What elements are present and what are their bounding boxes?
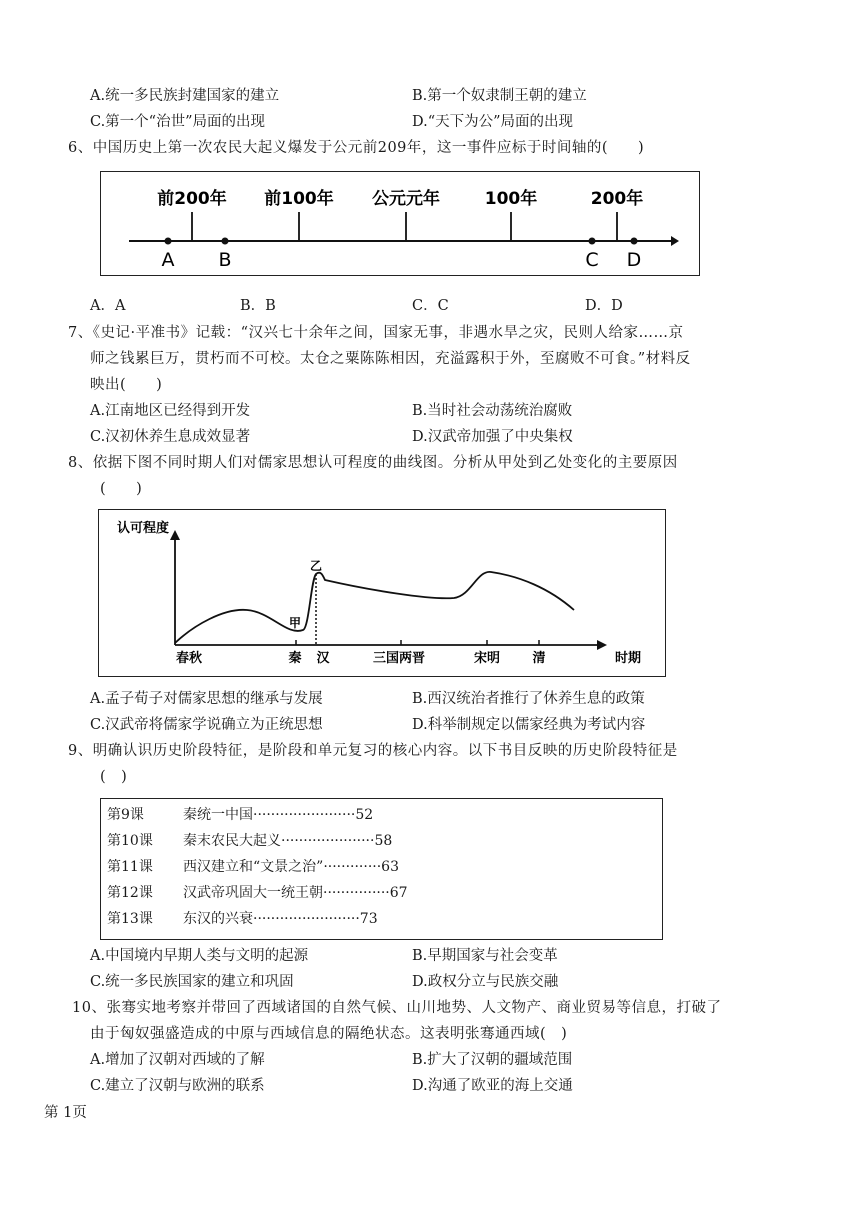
q5-option-c: C.第一个“治世”局面的出现	[90, 114, 266, 130]
q10-option-b: B.扩大了汉朝的疆域范围	[412, 1052, 573, 1068]
timeline-figure	[101, 172, 698, 274]
x-tick-label: 秦	[288, 651, 302, 666]
tick-label: 200年	[590, 189, 644, 209]
q8-chart-box	[98, 509, 666, 677]
q9-stem-line1: 9、明确认识历史阶段特征，是阶段和单元复习的核心内容。以下书目反映的历史阶段特征是	[68, 743, 678, 759]
q10-option-c: C.建立了汉朝与欧洲的联系	[90, 1078, 265, 1094]
q7-option-b: B.当时社会动荡统治腐败	[412, 403, 573, 419]
point-jia-label: 甲	[289, 616, 302, 630]
q7-option-c: C.汉初休养生息成效显著	[90, 429, 251, 445]
toc-row	[107, 883, 647, 903]
tick-label: 公元元年	[372, 189, 440, 209]
toc-lesson-number: 第9课	[107, 807, 144, 823]
x-tick-label: 清	[532, 651, 546, 666]
toc-row	[107, 831, 647, 851]
q7-option-d: D.汉武帝加强了中央集权	[412, 429, 573, 445]
q9-toc-box	[100, 798, 663, 940]
q5-option-a: A.统一多民族封建国家的建立	[90, 88, 280, 104]
toc-lesson-number: 第12课	[107, 885, 153, 901]
toc-lesson-title: 汉武帝巩固大一统王朝···············67	[183, 885, 408, 901]
q8-option-a: A.孟子荀子对儒家思想的继承与发展	[90, 691, 323, 707]
point-c-dot	[589, 238, 596, 245]
toc-lesson-title: 西汉建立和“文景之治”·············63	[183, 859, 399, 875]
q10-stem-line2: 由于匈奴强盛造成的中原与西域信息的隔绝状态。这表明张骞通西域( )	[90, 1026, 568, 1042]
q7-stem-line2: 师之钱累巨万，贯朽而不可校。太仓之粟陈陈相因，充溢露积于外，至腐败不可食。”材料反	[90, 351, 691, 367]
q8-option-c: C.汉武帝将儒家学说确立为正统思想	[90, 717, 323, 733]
q9-option-a: A.中国境内早期人类与文明的起源	[90, 948, 309, 964]
q7-option-a: A.江南地区已经得到开发	[90, 403, 251, 419]
q7-stem-line1: 7、《史记·平准书》记载：“汉兴七十余年之间，国家无事，非遇水旱之灾，民则人给家……京	[68, 325, 684, 341]
q10-stem-line1: 10、张骞实地考察并带回了西域诸国的自然气候、山川地势、人文物产、商业贸易等信息，打破了	[72, 1000, 722, 1016]
x-axis-label: 时期	[615, 651, 642, 666]
approval-curve-chart	[99, 510, 664, 675]
toc-lesson-title: 秦末农民大起义·····················58	[183, 833, 393, 849]
point-d-dot	[631, 238, 638, 245]
q6-option-c: C．C	[412, 298, 449, 314]
tick-label: 前100年	[264, 189, 334, 209]
q5-option-d: D.“天下为公”局面的出现	[412, 114, 574, 130]
toc-row	[107, 909, 647, 929]
q6-timeline-box	[100, 171, 700, 276]
x-tick-label: 春秋	[175, 651, 203, 666]
approval-curve	[175, 572, 574, 643]
q5-option-b: B.第一个奴隶制王朝的建立	[412, 88, 587, 104]
point-b-dot	[222, 238, 229, 245]
point-b-label: B	[218, 249, 232, 271]
toc-lesson-number: 第10课	[107, 833, 153, 849]
toc-lesson-number: 第11课	[107, 859, 153, 875]
point-yi-label: 乙	[310, 559, 323, 573]
y-axis-label: 认可程度	[117, 521, 170, 536]
x-tick-label: 宋明	[473, 651, 501, 666]
point-a-dot	[165, 238, 172, 245]
toc-lesson-title: 东汉的兴衰························73	[183, 911, 378, 927]
q6-option-d: D．D	[585, 298, 623, 314]
tick-label: 前200年	[157, 189, 227, 209]
q8-stem-line2: ( )	[100, 481, 143, 497]
point-c-label: C	[585, 249, 599, 271]
x-tick-label: 汉	[316, 651, 330, 666]
tick-label: 100年	[484, 189, 538, 209]
q9-option-b: B.早期国家与社会变革	[412, 948, 558, 964]
q7-stem-line3: 映出( )	[90, 377, 163, 393]
q10-option-a: A.增加了汉朝对西域的了解	[90, 1052, 265, 1068]
q8-option-d: D.科举制规定以儒家经典为考试内容	[412, 717, 646, 733]
toc-row	[107, 857, 647, 877]
point-a-label: A	[161, 249, 175, 271]
page-number: 第 1页	[44, 1105, 87, 1121]
q10-option-d: D.沟通了欧亚的海上交通	[412, 1078, 573, 1094]
q8-stem-line1: 8、依据下图不同时期人们对儒家思想认可程度的曲线图。分析从甲处到乙处变化的主要原因	[68, 455, 678, 471]
q8-option-b: B.西汉统治者推行了休养生息的政策	[412, 691, 645, 707]
q6-option-b: B．B	[240, 298, 276, 314]
q9-stem-line2: ( )	[100, 769, 128, 785]
q9-option-d: D.政权分立与民族交融	[412, 974, 559, 990]
point-d-label: D	[626, 249, 642, 271]
toc-lesson-title: 秦统一中国·······················52	[183, 807, 374, 823]
q6-stem: 6、中国历史上第一次农民大起义爆发于公元前209年，这一事件应标于时间轴的( )	[68, 140, 645, 156]
x-tick-label: 三国两晋	[372, 651, 426, 666]
toc-lesson-number: 第13课	[107, 911, 153, 927]
toc-row	[107, 805, 647, 825]
q9-option-c: C.统一多民族国家的建立和巩固	[90, 974, 294, 990]
q6-option-a: A．A	[90, 298, 126, 314]
